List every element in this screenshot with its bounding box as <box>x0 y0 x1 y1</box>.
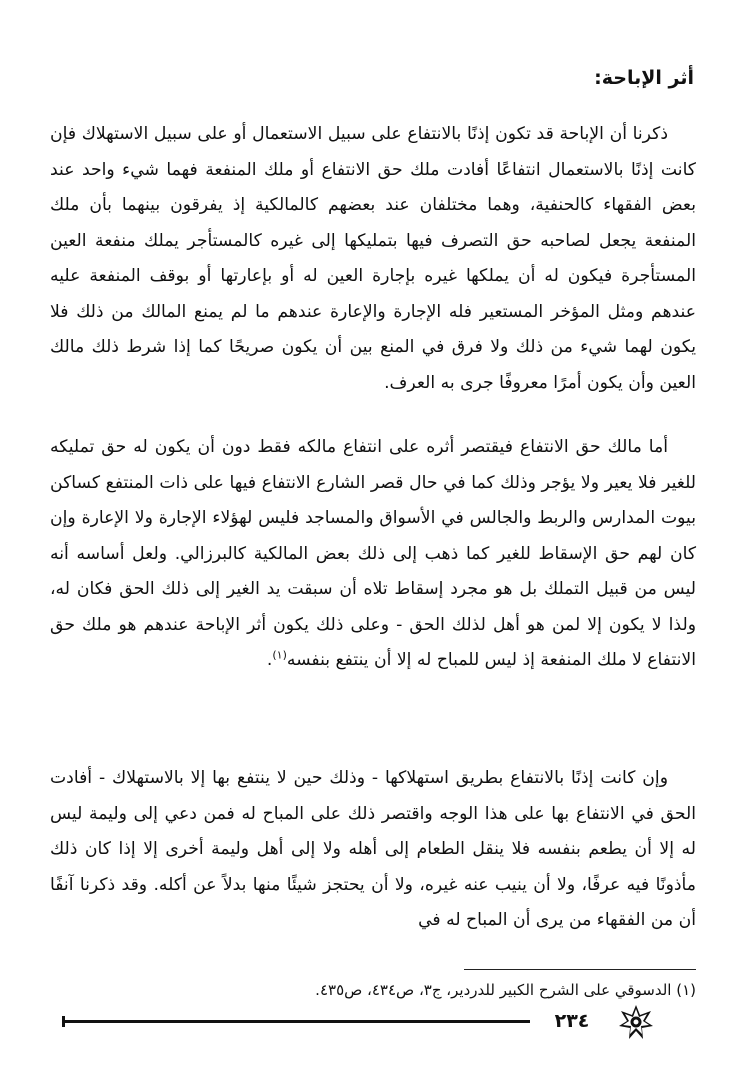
page-number: ٢٣٤ <box>554 1010 590 1032</box>
eight-point-star-ornament-icon <box>618 1004 654 1040</box>
paragraph-2-text: أما مالك حق الانتفاع فيقتصر أثره على انتفاع مالكه فقط دون أن يكون له حق تمليكه للغير فلا يعير ولا يؤجر وذلك كما في حال قصر الشارع الانتفاع فيها على ذات المنتفع كساكن بيوت المدارس والربط والجالس في الأسواق والمساجد فليس لهؤلاء الإجارة ولا الإعارة وإن كان لهم حق الإسقاط للغير كما ذهب إلى ذلك بعض المالكية كالبرزالي. ولعل أساسه أنه ليس من قبيل التملك بل هو مجرد إسقاط تلاه أن سبقت يد الغير إلى ذلك الحق فكان له، ولذا لا يكون إلا لمن هو أهل لذلك الحق - وعلى ذلك يكون أثر الإباحة عندهم هو ملك حق الانتفاع لا ملك المنفعة إذ ليس للمباح له إلا أن ينتفع بنفسه <box>50 437 696 670</box>
footnote: (١) الدسوقي على الشرح الكبير للدردير، ج٣، ص٤٣٤، ص٤٣٥. <box>315 981 696 999</box>
paragraph-2 <box>50 430 696 679</box>
paragraph-2-end: . <box>266 650 273 670</box>
paragraph-1: ذكرنا أن الإباحة قد تكون إذنًا بالانتفاع على سبيل الاستعمال أو على سبيل الاستهلاك فإن كانت إذنًا بالاستعمال انتفاعًا أفادت ملك حق الانتفاع أو ملك المنفعة فهما شيء واحد عند بعض الفقهاء كالحنفية، وهما مختلفان عند بعضهم كالمالكية إذ يفرقون بينهما بأن ملك المنفعة يجعل لصاحبه حق التصرف فيها بتمليكها إلى غيره كالمستأجر يملك منفعة العين المستأجرة فيكون له أن يملكها غيره بإجارة العين له أو بإعارتها أو بوقف المنفعة عليه عندهم ومثل المؤخر المستعير فله الإجارة والإعارة عندهم ما لم يمنع المالك من ذلك فلا يكون لهما شيء من ذلك ولا فرق في المنع بين أن يكون صريحًا كما إذا شرط ذلك مالك العين وأن يكون أمرًا معروفًا جرى به العرف. <box>50 124 696 393</box>
footnote-reference: (١) <box>272 648 287 662</box>
footer-rule <box>64 1020 530 1023</box>
paragraph-3: وإن كانت إذنًا بالانتفاع بطريق استهلاكها - وذلك حين لا ينتفع بها إلا بالاستهلاك - أفادت الحق في الانتفاع بها على هذا الوجه واقتصر ذلك على المباح له فمن دعي إلى وليمة ليس له إلا أن يطعم بنفسه فلا ينقل الطعام إلى أهله ولا إلى أهل وليمة أخرى إلا إذا كان ذلك مأذونًا فيه عرفًا، ولا أن ينيب عنه غيره، ولا أن يحتجز شيئًا منها بدلاً عن أكله. وقد ذكرنا آنفًا أن من الفقهاء من يرى أن المباح له في <box>50 768 696 930</box>
footnote-divider <box>464 969 696 970</box>
section-heading: أثر الإباحة: <box>594 67 694 89</box>
